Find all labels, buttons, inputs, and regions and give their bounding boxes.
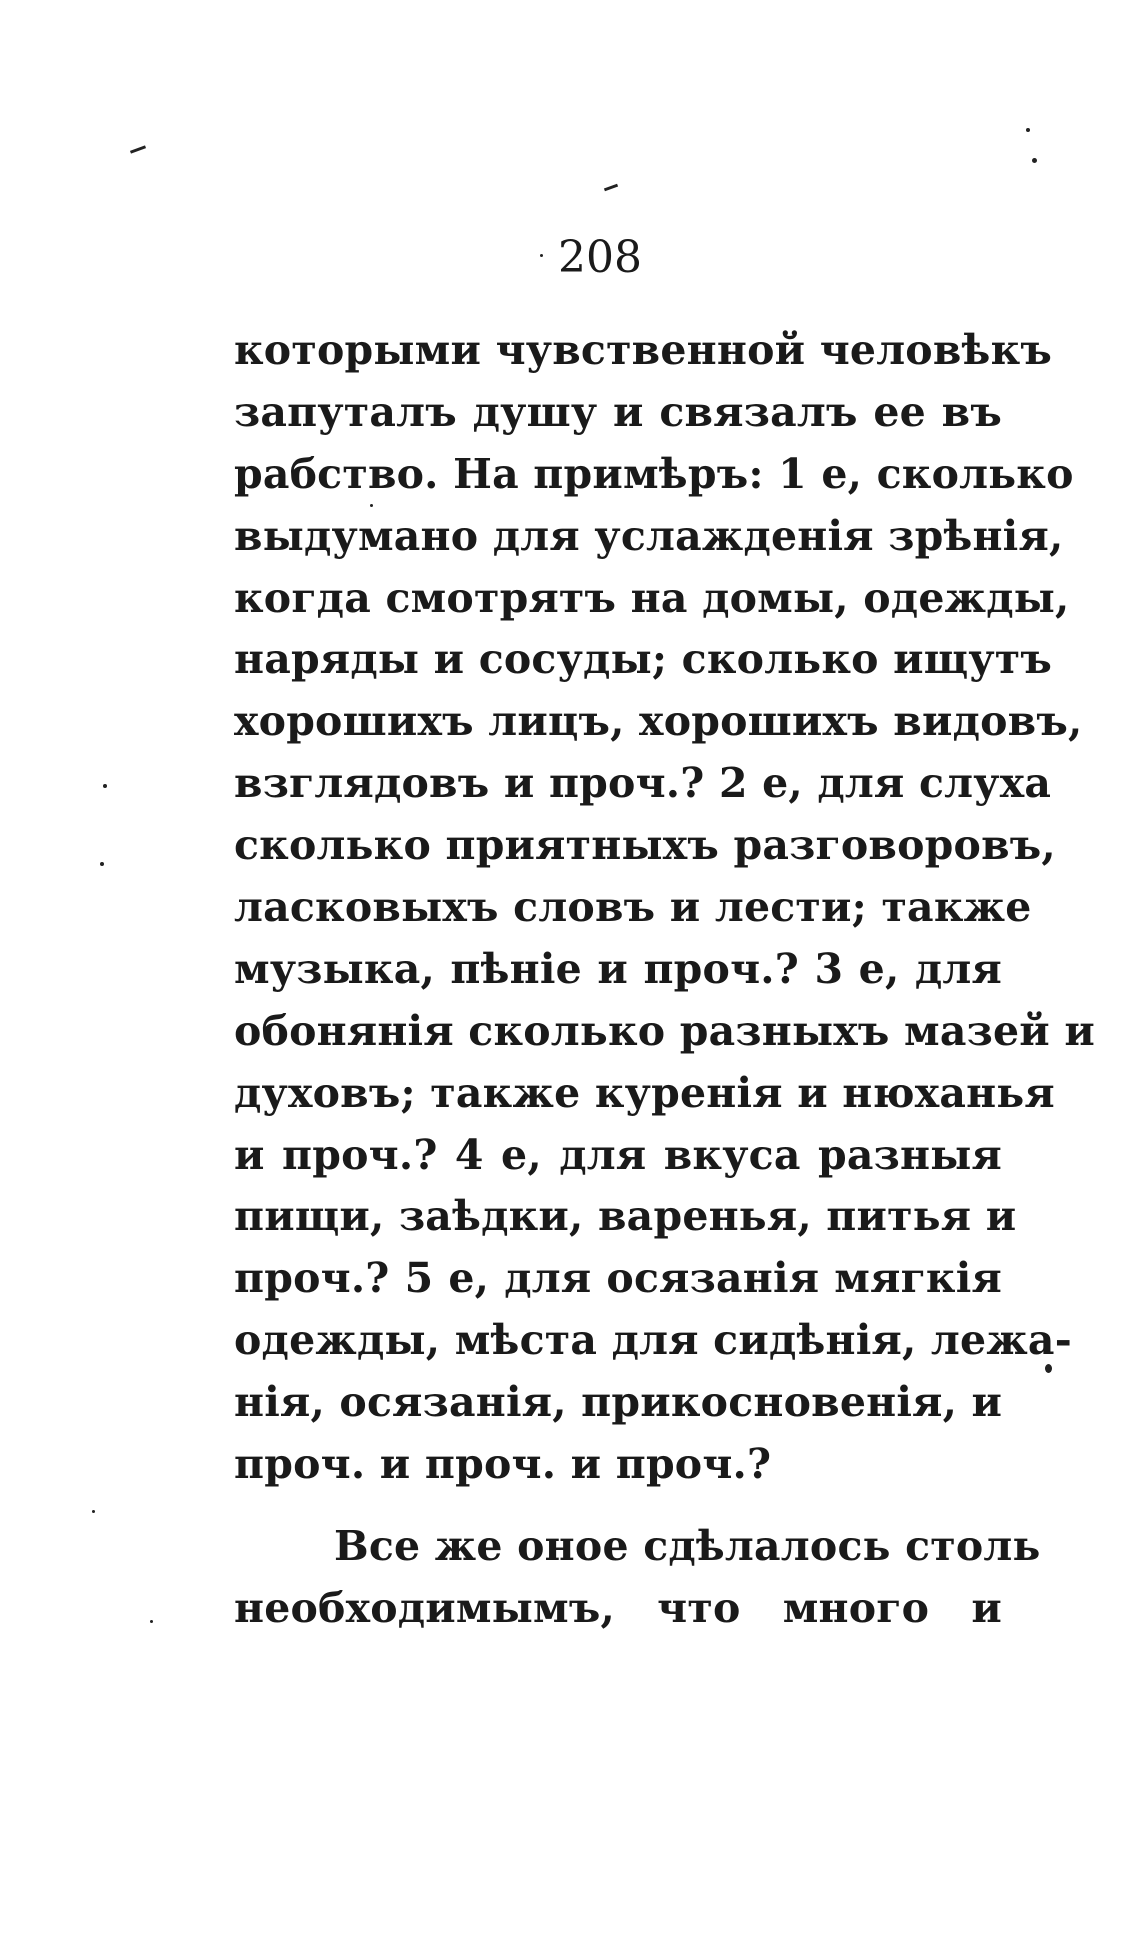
body-text: [234, 320, 1095, 1640]
scan-speck: [92, 1510, 95, 1513]
scan-mark: [604, 184, 618, 192]
text-line: запуталъ душу и связалъ ее въ: [234, 387, 1002, 436]
text-line: и проч.? 4 е, для вкуса разныя: [234, 1130, 1002, 1179]
text-line: нія, осязанія, прикосновенія, и: [234, 1378, 1003, 1427]
text-line: взглядовъ и проч.? 2 е, для слуха: [234, 759, 1052, 808]
paragraph-gap: [234, 1496, 1002, 1516]
text-line: необходимымъ, что много и: [234, 1583, 1002, 1632]
scan-speck: [103, 784, 107, 788]
text-line: Все же оное сдѣлалось столь: [334, 1521, 1041, 1570]
text-line: хорошихъ лицъ, хорошихъ видовъ,: [234, 697, 1083, 746]
text-line: когда смотрятъ на домы, одежды,: [234, 573, 1070, 622]
text-line: одежды, мѣста для сидѣнія, лежа-: [234, 1316, 1072, 1365]
scan-speck: [1026, 128, 1030, 132]
scan-speck: [1032, 158, 1037, 163]
text-line: обонянія сколько разныхъ мазей и: [234, 1006, 1095, 1055]
text-line: духовъ; также куренія и нюханья: [234, 1068, 1055, 1117]
scan-speck: [1045, 1364, 1052, 1373]
scan-speck: [150, 1620, 153, 1623]
scan-mark: [130, 145, 146, 153]
text-line: проч.? 5 е, для осязанія мягкія: [234, 1254, 1002, 1303]
text-line: пищи, заѣдки, варенья, питья и: [234, 1192, 1017, 1241]
text-line: ласковыхъ словъ и лести; также: [234, 883, 1032, 932]
text-line: проч. и проч. и проч.?: [234, 1440, 772, 1489]
text-line: которыми чувственной человѣкъ: [234, 326, 1053, 374]
text-line: наряды и сосуды; сколько ищутъ: [234, 635, 1053, 684]
text-line: сколько приятныхъ разговоровъ,: [234, 821, 1056, 870]
text-line: музыка, пѣніе и проч.? 3 е, для: [234, 944, 1002, 993]
page-number: 208: [558, 232, 642, 283]
scan-speck: [100, 862, 104, 866]
text-line: выдумано для услажденія зрѣнія,: [234, 511, 1064, 560]
text-line: рабство. На примѣръ: 1 е, сколько: [234, 449, 1074, 498]
